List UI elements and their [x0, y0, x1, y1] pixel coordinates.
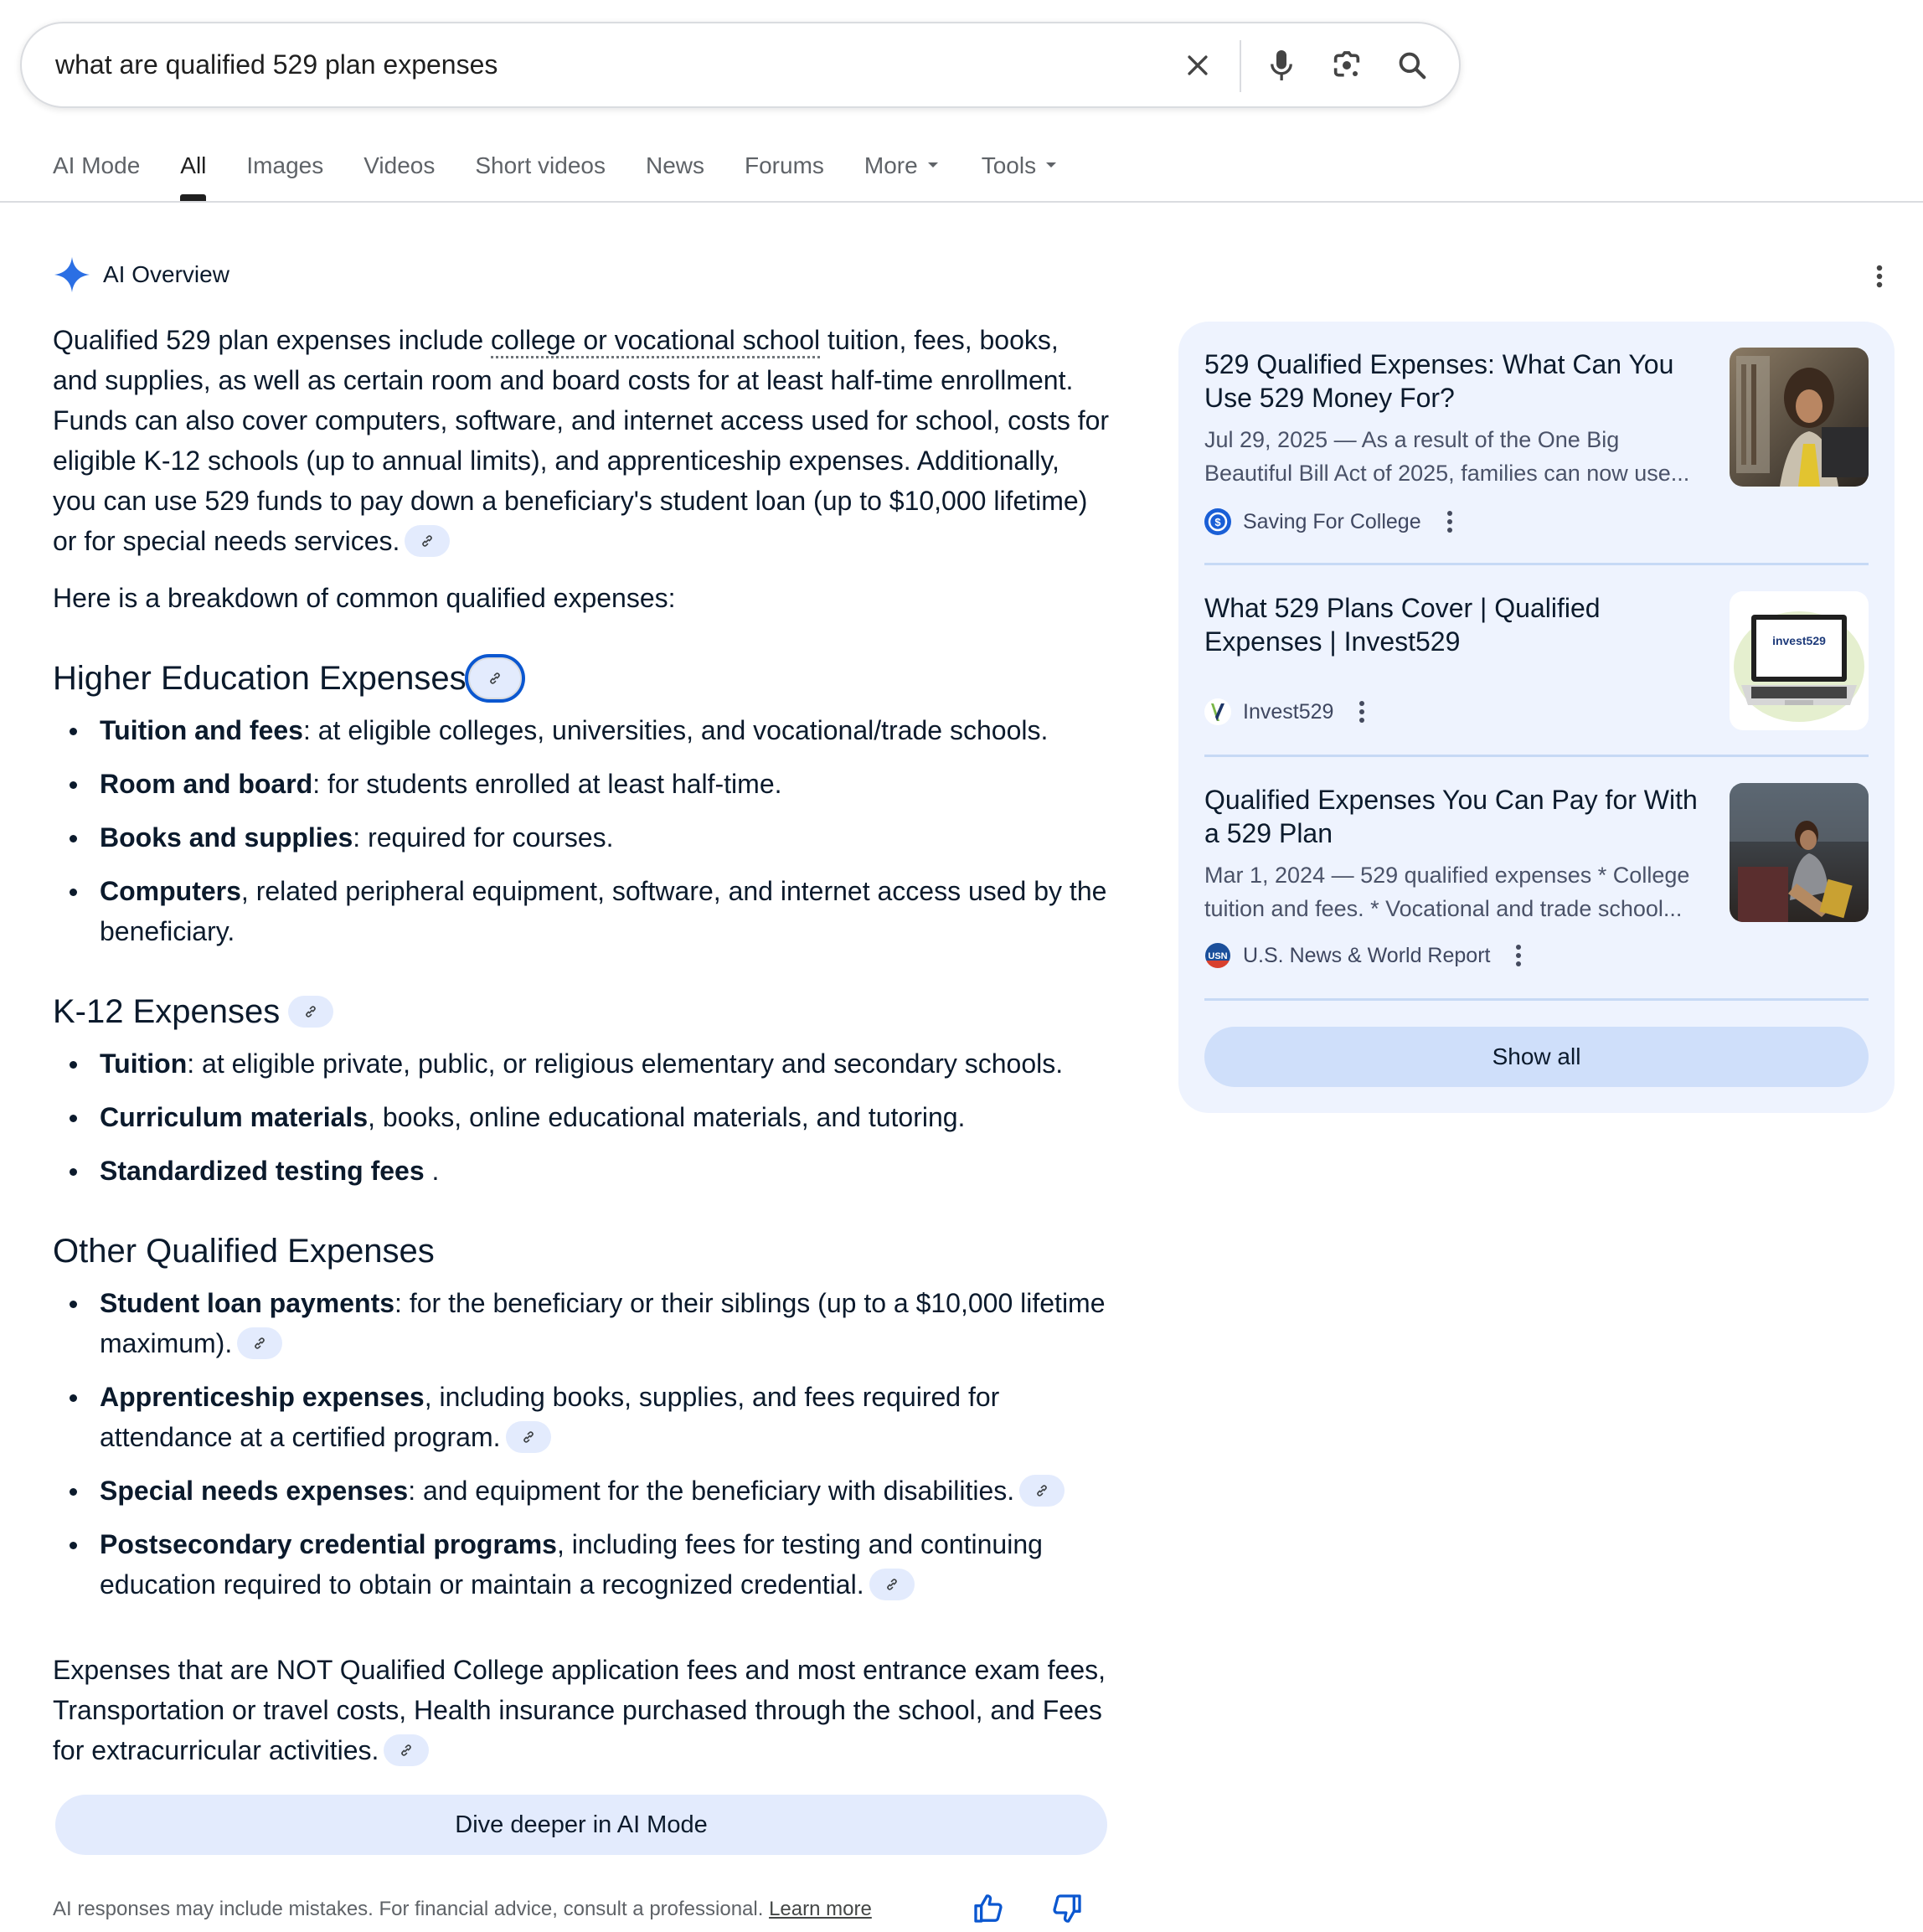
- item-bold: Student loan payments: [100, 1288, 395, 1318]
- tab-all[interactable]: [180, 144, 206, 201]
- clear-search-button[interactable]: [1176, 44, 1219, 87]
- source-site: [1204, 505, 1458, 538]
- source-card[interactable]: [1204, 783, 1869, 976]
- saving-for-college-icon: [1204, 508, 1231, 535]
- list-item: [53, 1283, 1110, 1363]
- section-heading-other: [53, 1228, 1110, 1275]
- thumbs-down-icon: [1050, 1892, 1084, 1925]
- item-bold: Special needs expenses: [100, 1476, 409, 1506]
- tab-label: Forums: [745, 152, 824, 178]
- item-text: : at eligible colleges, universities, and vocational/trade schools.: [302, 715, 1049, 745]
- student-reading-photo: [1730, 783, 1869, 922]
- search-bar-divider: [1240, 40, 1241, 92]
- source-thumbnail[interactable]: [1730, 348, 1869, 487]
- tab-label: News: [645, 152, 704, 178]
- not-qualified-text: Expenses that are NOT Qualified College application fees and most entrance exam fees, Transportation or travel costs, Health insurance purchased through the school, and Fees for extracurricular activities.: [53, 1655, 1106, 1765]
- source-snippet: Mar 1, 2024 — 529 qualified expenses * College tuition and fees. * Vocational and trade school...: [1204, 863, 1690, 921]
- item-bold: Tuition: [100, 1048, 188, 1079]
- list-item: [53, 1524, 1110, 1605]
- list-item: [53, 1471, 1110, 1511]
- caret-down-icon: [928, 162, 938, 167]
- tab-label: More: [864, 152, 918, 178]
- link-icon: [303, 1004, 318, 1019]
- svg-text:invest529: invest529: [1772, 634, 1826, 647]
- not-qualified-paragraph: [53, 1650, 1110, 1770]
- woman-studying-laptop-photo: [1730, 348, 1869, 487]
- invest529-icon: [1204, 698, 1231, 725]
- item-bold: Room and board: [100, 769, 313, 799]
- svg-text:USN: USN: [1208, 951, 1228, 961]
- list-item: [53, 817, 1110, 858]
- more-vert-icon[interactable]: [1353, 697, 1370, 727]
- item-text: : for the beneficiary or their siblings (up to a $10,000 lifetime maximum).: [100, 1288, 1106, 1358]
- sources-panel: [1178, 322, 1895, 1113]
- source-title[interactable]: 529 Qualified Expenses: What Can You Use 529 Money For?: [1204, 349, 1674, 413]
- section-heading-higher-education: [53, 655, 1110, 702]
- list-item: [53, 1097, 1110, 1137]
- more-vert-icon[interactable]: [1510, 940, 1527, 971]
- section-heading-text: Other Qualified Expenses: [53, 1233, 435, 1270]
- source-thumbnail[interactable]: [1730, 783, 1869, 922]
- source-title[interactable]: Qualified Expenses You Can Pay for With a 529 Plan: [1204, 785, 1698, 848]
- microphone-icon: [1266, 49, 1297, 82]
- intro-text: Qualified 529 plan expenses include: [53, 325, 492, 355]
- thumbs-up-button[interactable]: [970, 1890, 1007, 1927]
- ai-disclaimer: [53, 1898, 872, 1921]
- item-bold: Books and supplies: [100, 822, 353, 853]
- citation-link-button[interactable]: [506, 1421, 551, 1453]
- tab-short-videos[interactable]: [475, 144, 606, 201]
- list-item: [53, 1151, 1110, 1191]
- ai-overview-body: [53, 320, 1110, 1770]
- section-heading-k12: [53, 988, 1110, 1035]
- tab-news[interactable]: [646, 144, 704, 201]
- source-divider: [1204, 998, 1869, 1001]
- source-site-name: Invest529: [1243, 699, 1334, 724]
- learn-more-link[interactable]: Learn more: [769, 1898, 872, 1920]
- usnews-icon: [1204, 942, 1231, 969]
- ai-overview-title: AI Overview: [103, 261, 229, 287]
- search-tabs: [53, 144, 1096, 201]
- intro-text: tuition, fees, books, and supplies, as well as certain room and board costs for at least half-time enrollment. Funds can also cover computers, software, and internet access used for school, costs for eligible K-12 schools (up to annual limits), and apprenticeship expenses. Additionally, you can use 529 funds to pay down a beneficiary's student loan (up to $10,000 lifetime) or for special needs services.: [53, 325, 1110, 556]
- item-text: : at eligible private, public, or religious elementary and secondary schools.: [187, 1048, 1064, 1079]
- tab-more[interactable]: [864, 144, 938, 201]
- tab-forums[interactable]: [745, 144, 824, 201]
- tab-label: AI Mode: [53, 152, 141, 178]
- source-thumbnail[interactable]: [1730, 591, 1869, 730]
- breakdown-intro: Here is a breakdown of common qualified expenses:: [53, 583, 676, 613]
- item-text: , books, online educational materials, and tutoring.: [368, 1102, 966, 1132]
- section-heading-text: Higher Education Expenses: [53, 660, 467, 697]
- list-item: [53, 1377, 1110, 1457]
- item-text: , related peripheral equipment, software, and internet access used by the beneficiary.: [100, 876, 1107, 946]
- search-input[interactable]: [55, 23, 1144, 106]
- link-icon: [487, 671, 503, 686]
- ai-overview-menu-button[interactable]: [1864, 260, 1895, 293]
- tab-tools[interactable]: [982, 144, 1056, 201]
- tab-label: Videos: [363, 152, 436, 178]
- section-heading-text: K-12 Expenses: [53, 993, 281, 1030]
- citation-link-button[interactable]: [468, 657, 522, 699]
- search-bar: [20, 22, 1461, 108]
- item-bold: Curriculum materials: [100, 1102, 369, 1132]
- caret-down-icon: [1046, 162, 1056, 167]
- item-bold: Tuition and fees: [100, 715, 303, 745]
- lens-search-button[interactable]: [1325, 44, 1369, 87]
- more-vert-icon[interactable]: [1441, 507, 1458, 537]
- item-text: : required for courses.: [353, 822, 614, 853]
- item-text: , including fees for testing and continuing education required to obtain or maintain a recognized credential.: [100, 1529, 1043, 1600]
- thumbs-up-icon: [972, 1892, 1005, 1925]
- svg-text:$: $: [1214, 516, 1221, 528]
- item-text: : and equipment for the beneficiary with disabilities.: [408, 1476, 1015, 1506]
- invest529-laptop-graphic: [1730, 591, 1869, 730]
- link-icon: [399, 1743, 414, 1758]
- list-item: [53, 710, 1110, 750]
- citation-link-button[interactable]: [869, 1569, 915, 1600]
- ai-overview-header: [53, 253, 229, 296]
- item-bold: Postsecondary credential programs: [100, 1529, 557, 1559]
- list-item: [53, 871, 1110, 951]
- voice-search-button[interactable]: [1260, 44, 1303, 87]
- citation-link-button[interactable]: [405, 525, 450, 557]
- dive-deeper-ai-mode-button[interactable]: Dive deeper in AI Mode: [55, 1795, 1107, 1855]
- citation-link-button[interactable]: [1019, 1475, 1065, 1507]
- tab-label: Short videos: [475, 152, 606, 178]
- source-card[interactable]: [1204, 348, 1869, 540]
- source-title[interactable]: What 529 Plans Cover | Qualified Expenses | Invest529: [1204, 593, 1601, 657]
- higher-education-list: [53, 710, 1110, 951]
- gemini-sparkle-icon: [53, 255, 91, 294]
- source-site: [1204, 695, 1370, 729]
- k12-list: [53, 1043, 1110, 1191]
- thumbs-down-button[interactable]: [1049, 1890, 1085, 1927]
- item-bold: Standardized testing fees: [100, 1156, 425, 1186]
- list-item: [53, 764, 1110, 804]
- tab-label: All: [180, 152, 207, 178]
- tabs-divider: [0, 201, 1923, 203]
- tab-label: Images: [246, 152, 324, 178]
- link-icon: [1034, 1483, 1049, 1498]
- source-site-name: U.S. News & World Report: [1243, 943, 1491, 967]
- source-site: [1204, 939, 1527, 972]
- source-divider: [1204, 755, 1869, 757]
- tab-videos[interactable]: [363, 144, 435, 201]
- search-submit-button[interactable]: [1390, 44, 1434, 87]
- disclaimer-text: AI responses may include mistakes. For financial advice, consult a professional.: [53, 1898, 764, 1920]
- tab-label: Tools: [981, 152, 1037, 178]
- tab-ai-mode[interactable]: [53, 144, 140, 201]
- citation-link-button[interactable]: [384, 1734, 429, 1766]
- college-vocational-school-link[interactable]: college or vocational school: [491, 325, 821, 355]
- list-item: [53, 1043, 1110, 1084]
- more-vert-icon: [1874, 264, 1884, 289]
- source-snippet: Jul 29, 2025 — As a result of the One Big Beautiful Bill Act of 2025, families can now use...: [1204, 427, 1690, 486]
- link-icon: [420, 533, 435, 549]
- show-all-button[interactable]: Show all: [1204, 1027, 1869, 1087]
- citation-link-button[interactable]: [288, 996, 333, 1028]
- item-text: .: [424, 1156, 440, 1186]
- lens-camera-icon: [1330, 49, 1364, 82]
- source-site-name: Saving For College: [1243, 509, 1421, 533]
- link-icon: [521, 1430, 536, 1445]
- link-icon: [884, 1577, 900, 1592]
- tab-images[interactable]: [246, 144, 323, 201]
- item-bold: Computers: [100, 876, 241, 906]
- source-divider: [1204, 563, 1869, 565]
- citation-link-button[interactable]: [237, 1327, 282, 1359]
- other-expenses-list: [53, 1283, 1110, 1605]
- overview-intro-paragraph: [53, 320, 1110, 561]
- search-icon: [1396, 49, 1428, 81]
- link-icon: [252, 1336, 267, 1351]
- item-bold: Apprenticeship expenses: [100, 1382, 425, 1412]
- close-icon: [1183, 51, 1212, 80]
- item-text: , including books, supplies, and fees required for attendance at a certified program.: [100, 1382, 1000, 1452]
- item-text: : for students enrolled at least half-time.: [312, 769, 782, 799]
